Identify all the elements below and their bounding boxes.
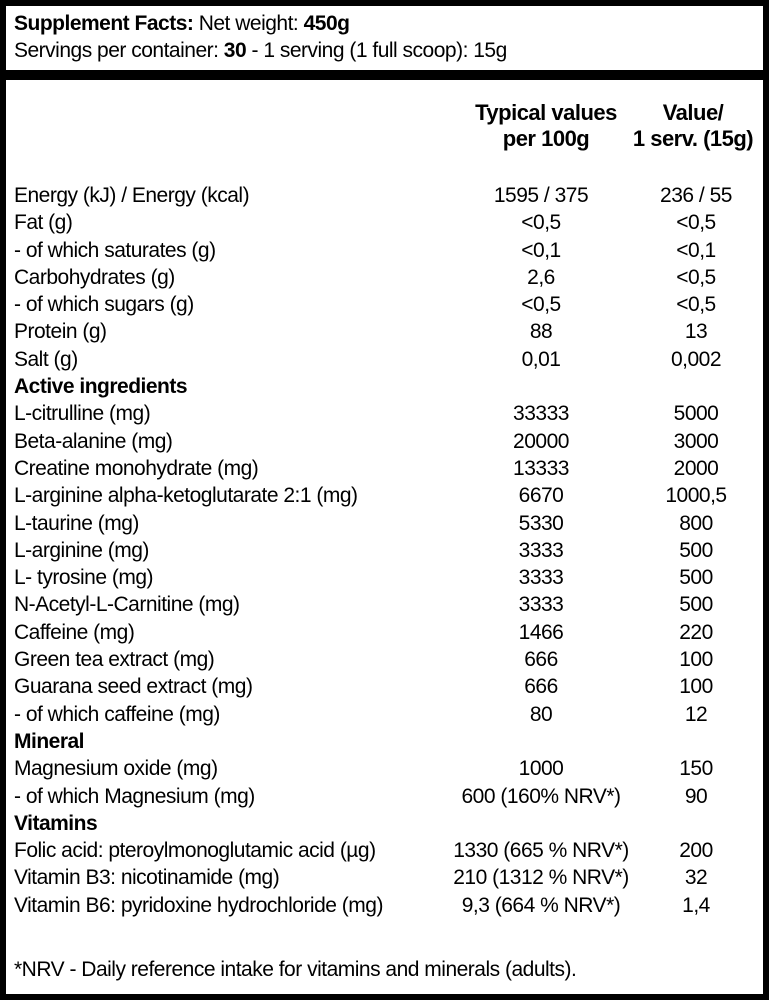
- table-row: [6, 209, 763, 236]
- value-per-serving: 13: [684, 320, 708, 344]
- table-row: [6, 291, 763, 318]
- table-row: [6, 455, 763, 482]
- facts-header: [6, 6, 763, 80]
- row-label: L-arginine (mg): [14, 538, 149, 562]
- row-label: L-citrulline (mg): [14, 402, 151, 426]
- table-row: [6, 892, 763, 919]
- row-label: - of which caffeine (mg): [14, 702, 220, 726]
- value-per-100g: 5330: [518, 511, 564, 535]
- table-row: [6, 400, 763, 427]
- value-per-100g: 1466: [518, 620, 564, 644]
- value-per-serving: 90: [684, 784, 708, 808]
- value-per-serving: 0,002: [670, 347, 722, 371]
- row-label: Vitamins: [14, 811, 98, 835]
- value-per-serving: 100: [679, 648, 713, 672]
- section-heading: [6, 810, 763, 837]
- value-per-100g: 1000: [518, 757, 564, 781]
- table-row: [6, 864, 763, 891]
- value-per-100g: 666: [524, 675, 558, 699]
- table-row: [6, 701, 763, 728]
- value-per-serving: 220: [679, 620, 713, 644]
- table-row: [6, 646, 763, 673]
- value-per-serving: 500: [679, 566, 713, 590]
- value-per-serving: 32: [684, 866, 708, 890]
- value-per-100g: 33333: [513, 402, 569, 426]
- value-per-100g: 210 (1312 % NRV*): [453, 866, 629, 890]
- value-per-100g: 2,6: [527, 265, 555, 289]
- table-row: [6, 619, 763, 646]
- value-per-serving: 800: [679, 511, 713, 535]
- table-row: [6, 837, 763, 864]
- row-label: Folic acid: pteroylmonoglutamic acid (µg): [14, 839, 376, 863]
- row-label: Creatine monohydrate (mg): [14, 456, 259, 480]
- column-header-per-serving-line2: 1 serv. (15g): [632, 126, 754, 151]
- row-label: Green tea extract (mg): [14, 648, 215, 672]
- section-heading: [6, 373, 763, 400]
- value-per-serving: 100: [679, 675, 713, 699]
- row-label: Active ingredients: [14, 375, 188, 399]
- column-header-per-serving-line1: Value/: [662, 100, 724, 125]
- row-label: Energy (kJ) / Energy (kcal): [14, 184, 250, 207]
- serving-size: - 1 serving (1 full scoop): 15g: [246, 39, 507, 62]
- value-per-serving: 1,4: [682, 893, 710, 917]
- row-label: - of which saturates (g): [14, 238, 216, 262]
- value-per-serving: 150: [679, 757, 713, 781]
- table-row: [6, 537, 763, 564]
- row-label: L- tyrosine (mg): [14, 566, 154, 590]
- value-per-serving: 500: [679, 593, 713, 617]
- row-label: Protein (g): [14, 320, 107, 344]
- header-line-2: [14, 37, 763, 64]
- value-per-serving: 236 / 55: [660, 184, 732, 207]
- row-label: Caffeine (mg): [14, 620, 135, 644]
- value-per-serving: 5000: [673, 402, 719, 426]
- table-row: [6, 428, 763, 455]
- row-label: - of which sugars (g): [14, 293, 194, 317]
- section-heading: [6, 728, 763, 755]
- value-per-100g: 9,3 (664 % NRV*): [461, 893, 621, 917]
- net-weight-label: Net weight:: [193, 12, 304, 35]
- servings-value: 30: [223, 39, 247, 62]
- value-per-100g: 0,01: [521, 347, 561, 371]
- table-row: [6, 564, 763, 591]
- value-per-100g: 13333: [513, 456, 569, 480]
- table-row: [6, 783, 763, 810]
- column-header-per-serving: [618, 100, 768, 152]
- header-line-1: [14, 10, 763, 37]
- value-per-100g: 6670: [518, 484, 564, 508]
- row-label: Vitamin B3: nicotinamide (mg): [14, 866, 280, 890]
- value-per-100g: 80: [529, 702, 553, 726]
- row-label: N-Acetyl-L-Carnitine (mg): [14, 593, 240, 617]
- row-label: Magnesium oxide (mg): [14, 757, 218, 781]
- value-per-serving: 12: [684, 702, 708, 726]
- facts-title: Supplement Facts:: [14, 12, 194, 35]
- value-per-serving: 1000,5: [665, 484, 727, 508]
- value-per-serving: <0,5: [676, 265, 716, 289]
- row-label: L-arginine alpha-ketoglutarate 2:1 (mg): [14, 484, 358, 508]
- table-row: [6, 318, 763, 345]
- net-weight-value: 450g: [303, 12, 350, 35]
- row-label: Vitamin B6: pyridoxine hydrochloride (mg): [14, 893, 383, 917]
- value-per-100g: 3333: [518, 593, 564, 617]
- row-label: Salt (g): [14, 347, 78, 371]
- row-label: Fat (g): [14, 211, 73, 235]
- value-per-serving: <0,5: [676, 211, 716, 235]
- value-per-serving: <0,1: [676, 238, 716, 262]
- table-row: [6, 482, 763, 509]
- nutrition-table: [6, 182, 763, 919]
- row-label: L-taurine (mg): [14, 511, 139, 535]
- value-per-100g: 1330 (665 % NRV*): [453, 839, 629, 863]
- row-label: Mineral: [14, 729, 85, 753]
- servings-label: Servings per container:: [14, 39, 224, 62]
- value-per-100g: 666: [524, 648, 558, 672]
- nrv-footnote: *NRV - Daily reference intake for vitamins and minerals (adults).: [14, 958, 577, 981]
- value-per-100g: 20000: [513, 429, 569, 453]
- value-per-100g: <0,5: [521, 211, 561, 235]
- table-row: [6, 182, 763, 209]
- value-per-100g: <0,1: [521, 238, 561, 262]
- value-per-serving: 3000: [673, 429, 719, 453]
- row-label: Guarana seed extract (mg): [14, 675, 253, 699]
- value-per-100g: 88: [529, 320, 553, 344]
- column-header-per-100g-line1: Typical values: [475, 100, 617, 125]
- value-per-serving: <0,5: [676, 293, 716, 317]
- value-per-100g: <0,5: [521, 293, 561, 317]
- table-row: [6, 591, 763, 618]
- row-label: Carbohydrates (g): [14, 265, 175, 289]
- column-header-per-100g-line2: per 100g: [502, 126, 590, 151]
- value-per-100g: 600 (160% NRV*): [461, 784, 621, 808]
- value-per-serving: 200: [679, 839, 713, 863]
- value-per-serving: 500: [679, 538, 713, 562]
- value-per-100g: 3333: [518, 566, 564, 590]
- row-label: - of which Magnesium (mg): [14, 784, 255, 808]
- table-row: [6, 346, 763, 373]
- table-row: [6, 673, 763, 700]
- value-per-serving: 2000: [673, 456, 719, 480]
- value-per-100g: 1595 / 375: [493, 184, 589, 207]
- row-label: Beta-alanine (mg): [14, 429, 173, 453]
- column-header-per-100g: [446, 100, 646, 152]
- table-row: [6, 510, 763, 537]
- table-row: [6, 264, 763, 291]
- value-per-100g: 3333: [518, 538, 564, 562]
- table-row: [6, 755, 763, 782]
- table-row: [6, 237, 763, 264]
